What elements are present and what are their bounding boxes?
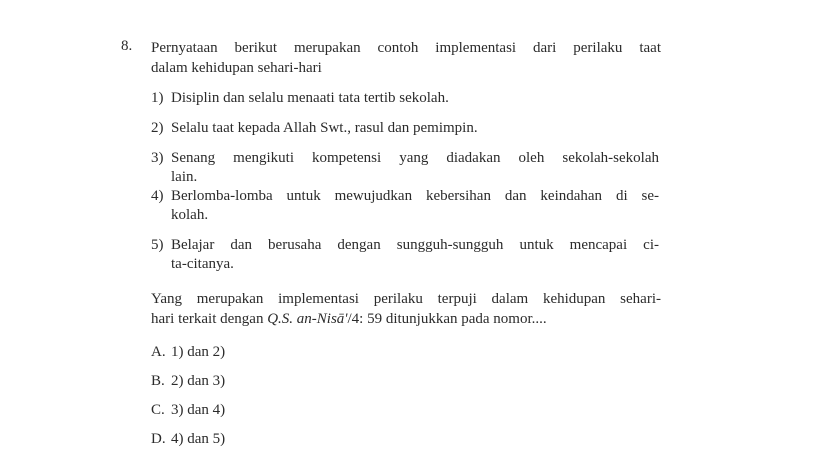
statement-line: Berlomba-lomba untuk mewujudkan kebersihan dan keindahan di se-	[171, 188, 659, 204]
statement-5	[151, 236, 661, 272]
statement-line: Belajar dan berusaha dengan sungguh-sungguh untuk mencapai ci-	[171, 237, 659, 253]
option-a[interactable]	[151, 342, 225, 362]
question-stem-line: dalam kehidupan sehari-hari	[151, 60, 322, 76]
statement-line: Selalu taat kepada Allah Swt., rasul dan pemimpin.	[171, 120, 478, 136]
statement-line: kolah.	[171, 207, 209, 223]
option-letter: B.	[151, 373, 165, 389]
question-prompt-line: Yang merupakan implementasi perilaku terpuji dalam kehidupan sehari-	[151, 291, 661, 307]
statement-number: 1)	[151, 90, 164, 106]
question-number: 8.	[121, 38, 133, 54]
statement-line: Disiplin dan selalu menaati tata tertib sekolah.	[171, 90, 449, 106]
option-text: 4) dan 5)	[171, 431, 226, 447]
statement-number: 5)	[151, 237, 164, 253]
statement-number: 3)	[151, 150, 164, 166]
statement-text	[171, 119, 659, 138]
option-b[interactable]	[151, 371, 225, 391]
question-prompt	[151, 289, 661, 329]
statement-line: ta-citanya.	[171, 256, 234, 272]
statement-2	[151, 119, 661, 138]
statement-4	[151, 187, 661, 223]
option-letter: A.	[151, 344, 166, 360]
option-text: 2) dan 3)	[171, 373, 226, 389]
question-stem	[151, 38, 661, 78]
option-text: 3) dan 4)	[171, 402, 226, 418]
statement-text	[171, 89, 659, 108]
question-stem-line: Pernyataan berikut merupakan contoh implementasi dari perilaku taat	[151, 40, 661, 56]
statement-number: 4)	[151, 188, 164, 204]
statement-text	[171, 236, 659, 274]
statement-text	[171, 149, 659, 187]
prompt-text: /4: 59 ditunjukkan pada nomor....	[347, 311, 547, 327]
option-letter: D.	[151, 431, 166, 447]
statement-number: 2)	[151, 120, 164, 136]
surah-reference: Q.S. an-Nisā'	[267, 311, 348, 327]
prompt-text: hari terkait dengan	[151, 311, 268, 327]
question-prompt-line	[151, 309, 661, 329]
option-letter: C.	[151, 402, 165, 418]
statement-line: Senang mengikuti kompetensi yang diadakan oleh sekolah-sekolah	[171, 150, 659, 166]
statement-1	[151, 89, 661, 108]
option-text: 1) dan 2)	[171, 344, 226, 360]
statement-text	[171, 187, 659, 225]
statement-line: lain.	[171, 169, 198, 185]
option-c[interactable]	[151, 400, 225, 420]
option-d[interactable]	[151, 429, 225, 449]
statement-3	[151, 149, 661, 185]
